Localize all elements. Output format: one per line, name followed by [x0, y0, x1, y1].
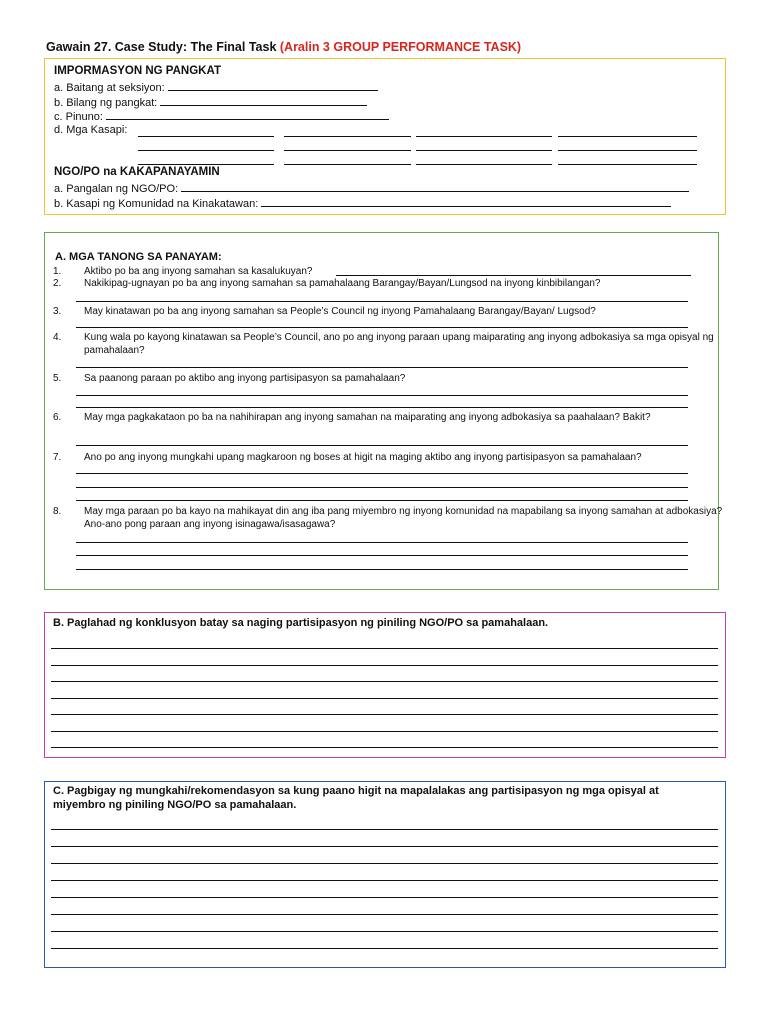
- member-field[interactable]: [558, 164, 697, 165]
- answer-line[interactable]: [51, 880, 718, 881]
- member-field[interactable]: [284, 136, 411, 137]
- answer-line[interactable]: [76, 500, 688, 501]
- ngo-heading: NGO/PO na KAKAPANAYAMIN: [54, 166, 220, 178]
- member-field[interactable]: [416, 150, 552, 151]
- ngo-name-label: a. Pangalan ng NGO/PO:: [54, 183, 179, 195]
- answer-line[interactable]: [76, 569, 688, 570]
- leader-row: [54, 109, 389, 123]
- member-field[interactable]: [138, 164, 274, 165]
- conclusion-heading: B. Paglahad ng konklusyon batay sa naging partisipasyon ng piniling NGO/PO sa pamahalaan.: [53, 617, 549, 629]
- title-main: Gawain 27. Case Study: The Final Task: [46, 40, 280, 54]
- community-field[interactable]: [261, 196, 671, 207]
- grade-section-row: [54, 80, 378, 94]
- answer-line[interactable]: [51, 648, 718, 649]
- question-text: Ano po ang inyong mungkahi upang magkaroon ng boses at higit na maging aktibo ang inyong partisipasyon sa pamahalaan?: [84, 452, 642, 463]
- ngo-name-field[interactable]: [181, 181, 689, 192]
- answer-line[interactable]: [51, 914, 718, 915]
- answer-line[interactable]: [51, 714, 718, 715]
- leader-label: c. Pinuno:: [54, 111, 103, 123]
- recommendation-heading: C. Pagbigay ng mungkahi/rekomendasyon sa kung paano higit na mapalalakas ang partisipasyon ng mga opisyal at miyembro ng piniling NGO/PO sa pamahalaan.: [53, 785, 659, 811]
- question-text: Sa paanong paraan po aktibo ang inyong partisipasyon sa pamahalaan?: [84, 373, 406, 384]
- question-text: Aktibo po ba ang inyong samahan sa kasalukuyan?: [84, 266, 313, 277]
- answer-line[interactable]: [51, 665, 718, 666]
- answer-line[interactable]: [51, 948, 718, 949]
- ngo-name-row: [54, 181, 689, 195]
- answer-line[interactable]: [51, 931, 718, 932]
- answer-line[interactable]: [51, 698, 718, 699]
- question-number: 3.: [53, 306, 62, 317]
- interview-section: [44, 232, 723, 590]
- member-field[interactable]: [558, 136, 697, 137]
- question-text: May mga pagkakataon po ba na nahihirapan ang inyong samahan na maiparating ang inyong adbokasiya sa paahalaan? Bakit?: [84, 412, 651, 423]
- question-number: 7.: [53, 452, 62, 463]
- answer-line[interactable]: [76, 327, 688, 328]
- conclusion-section: [44, 612, 726, 758]
- member-field[interactable]: [416, 164, 552, 165]
- question-number: 8.: [53, 506, 62, 517]
- group-number-label: b. Bilang ng pangkat:: [54, 97, 158, 109]
- question-text: May mga paraan po ba kayo na mahikayat din ang iba pang miyembro ng inyong komunidad na mapabilang sa inyong samahan at adbokasiya? Ano-ano pong paraan ang inyong isinagawa/isasagawa?: [84, 506, 723, 530]
- answer-line[interactable]: [76, 473, 688, 474]
- question-number: 4.: [53, 332, 62, 343]
- grade-section-field[interactable]: [168, 80, 378, 91]
- group-number-row: [54, 95, 367, 109]
- answer-line[interactable]: [51, 897, 718, 898]
- answer-line[interactable]: [336, 275, 691, 276]
- member-field[interactable]: [558, 150, 697, 151]
- member-field[interactable]: [284, 150, 411, 151]
- recommendation-section: [44, 781, 726, 968]
- grade-section-label: a. Baitang at seksiyon:: [54, 82, 165, 94]
- question-number: 5.: [53, 373, 62, 384]
- answer-line[interactable]: [51, 863, 718, 864]
- answer-line[interactable]: [76, 395, 688, 396]
- page-title: [46, 40, 521, 54]
- members-label: d. Mga Kasapi:: [54, 124, 128, 136]
- answer-line[interactable]: [51, 829, 718, 830]
- answer-line[interactable]: [51, 846, 718, 847]
- answer-line[interactable]: [51, 747, 718, 748]
- community-label: b. Kasapi ng Komunidad na Kinakatawan:: [54, 198, 259, 210]
- question-number: 1.: [53, 266, 62, 277]
- leader-field[interactable]: [106, 109, 389, 120]
- answer-line[interactable]: [76, 367, 688, 368]
- answer-line[interactable]: [76, 542, 688, 543]
- answer-line[interactable]: [76, 407, 688, 408]
- answer-line[interactable]: [76, 301, 688, 302]
- group-info-section: [44, 58, 726, 215]
- member-field[interactable]: [138, 150, 274, 151]
- title-accent: (Aralin 3 GROUP PERFORMANCE TASK): [279, 40, 522, 54]
- interview-heading: A. MGA TANONG SA PANAYAM:: [55, 251, 222, 263]
- question-text: May kinatawan po ba ang inyong samahan sa People’s Council ng inyong Pamahalaang Barangay/Bayan/ Lugsod?: [84, 306, 596, 317]
- member-field[interactable]: [284, 164, 411, 165]
- member-field[interactable]: [138, 136, 274, 137]
- group-info-heading: IMPORMASYON NG PANGKAT: [54, 65, 221, 77]
- question-number: 6.: [53, 412, 62, 423]
- question-text: Nakikipag-ugnayan po ba ang inyong samahan sa pamahalaang Barangay/Bayan/Lungsod na inyong kinbibilangan?: [84, 278, 601, 289]
- answer-line[interactable]: [76, 445, 688, 446]
- question-text: Kung wala po kayong kinatawan sa People’s Council, ano po ang inyong paraan upang maiparating ang inyong adbokasiya sa mga opisyal ng pamahalaan?: [84, 332, 714, 356]
- answer-line[interactable]: [51, 681, 718, 682]
- question-number: 2.: [53, 278, 62, 289]
- members-row: [54, 124, 127, 136]
- answer-line[interactable]: [51, 731, 718, 732]
- member-field[interactable]: [416, 136, 552, 137]
- answer-line[interactable]: [76, 487, 688, 488]
- community-row: [54, 196, 671, 210]
- group-number-field[interactable]: [160, 95, 367, 106]
- answer-line[interactable]: [76, 555, 688, 556]
